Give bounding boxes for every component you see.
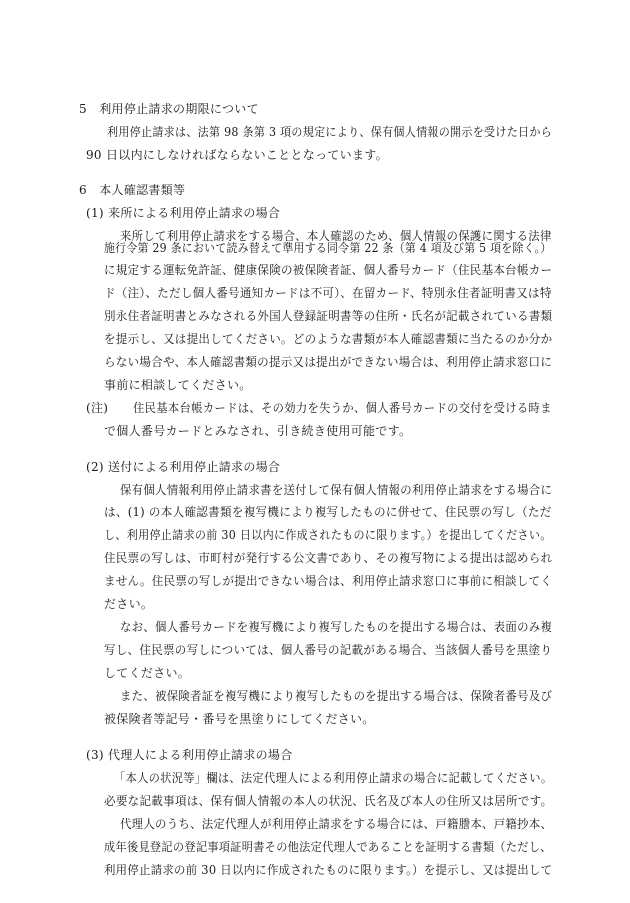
subsection-2-line: し、利用停止請求の前 30 日以内に作成されたものに限ります。）を提出してください。 [104,528,552,542]
subsection-1-line: 施行令第 29 条において読み替えて準用する同令第 22 条（第 4 項及び第 5 項を除く。） [104,241,552,255]
subsection-2-line: ません。住民票の写しが提出できない場合は、利用停止請求窓口に事前に相談してく [104,574,553,588]
section-5-line-1: 利用停止請求は、法第 98 条第 3 項の規定により、保有個人情報の開示を受けた日から [107,125,553,139]
subsection-1-line: 別永住者証明書とみなされる外国人登録証明書等の住所・氏名が記載されている書類 [104,309,553,323]
subsection-2-line: は、(1) の本人確認書類を複写機により複写したものに併せて、住民票の写し（ただ [104,505,552,519]
note-label: (注) [86,401,109,415]
subsection-2-line: 住民票の写しは、市町村が発行する公文書であり、その複写物による提出は認められ [104,551,553,565]
subsection-2-line: 写し、住民票の写しについては、個人番号の記載がある場合、当該個人番号を黒塗り [104,643,553,657]
subsection-1-line: ド（注）、ただし個人番号通知カードは不可）、在留カード、特別永住者証明書又は特 [104,286,552,300]
subsection-2-line: なお、個人番号カードを複写機により複写したものを提出する場合は、表面のみ複 [120,620,553,634]
subsection-2-line: ださい。 [104,597,154,611]
subsection-3-line: 成年後見登記の登記事項証明書その他法定代理人であることを証明する書類（ただし、 [104,840,552,854]
note-line-1: 住民基本台帳カードは、その効力を失うか、個人番号カードの交付を受ける時ま [133,401,552,415]
subsection-3-line: 「本人の状況等」欄は、法定代理人による利用停止請求の場合に記載してください。 [114,771,553,785]
subsection-3-line: 利用停止請求の前 30 日以内に作成されたものに限ります。）を提示し、又は提出して [104,863,553,877]
subsection-1-line: 来所して利用停止請求をする場合、本人確認のため、個人情報の保護に関する法律 [120,229,552,243]
subsection-1-heading: (1) 来所による利用停止請求の場合 [86,206,281,220]
section-5-heading: 5 利用停止請求の期限について [79,102,259,116]
note-line-2: で個人番号カードとみなされ、引き続き使用可能です。 [104,424,412,438]
section-6-heading: 6 本人確認書類等 [79,183,186,197]
subsection-1-line: に規定する運転免許証、健康保険の被保険者証、個人番号カード（住民基本台帳カー [104,263,553,277]
subsection-2-line: 被保険者等記号・番号を黒塗りにしてください。 [104,712,375,726]
subsection-1-line: を提示し、又は提出してください。どのような書類が本人確認書類に当たるのか分か [104,332,553,346]
section-5-line-2: 90 日以内にしなければならないこととなっています。 [86,148,388,162]
subsection-3-line: 代理人のうち、法定代理人が利用停止請求をする場合には、戸籍謄本、戸籍抄本、 [120,817,553,831]
subsection-2-line: してください。 [104,666,191,680]
subsection-3-heading: (3) 代理人による利用停止請求の場合 [86,748,293,762]
subsection-2-heading: (2) 送付による利用停止請求の場合 [86,460,281,474]
subsection-3-line: 必要な記載事項は、保有個人情報の本人の状況、氏名及び本人の住所又は居所です。 [104,794,553,808]
subsection-1-line: らない場合や、本人確認書類の提示又は提出ができない場合は、利用停止請求窓口に [104,355,553,369]
subsection-1-line: 事前に相談してください。 [104,378,252,392]
subsection-2-line: 保有個人情報利用停止請求書を送付して保有個人情報の利用停止請求をする場合に [120,483,553,497]
subsection-2-line: また、被保険者証を複写機により複写したものを提出する場合は、保険者番号及び [120,689,553,703]
